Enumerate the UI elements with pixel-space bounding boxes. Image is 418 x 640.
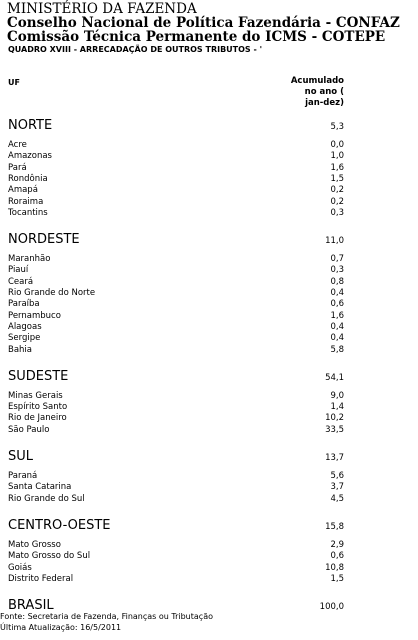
state-name: Amapá (8, 185, 38, 196)
state-row (8, 140, 344, 150)
region-value: 13,7 (325, 453, 344, 463)
state-row (8, 482, 344, 492)
state-name: Paraná (8, 471, 38, 481)
state-name: Alagoas (8, 321, 42, 332)
state-value: 1,6 (330, 310, 344, 321)
state-row (8, 471, 344, 481)
region-value: 5,3 (330, 122, 344, 132)
state-name: Espírito Santo (8, 402, 68, 413)
state-name: Mato Grosso (8, 539, 61, 550)
commission-title: Comissão Técnica Permanente do ICMS - COTEPE (7, 29, 386, 45)
state-row (8, 322, 344, 332)
state-name: Paraíba (8, 299, 40, 310)
region-value: 11,0 (325, 236, 344, 247)
state-value: 10,8 (325, 562, 344, 573)
state-name: Rio Grande do Sul (8, 493, 85, 504)
region-name: NORTE (8, 118, 53, 133)
state-value: 0,4 (330, 333, 344, 344)
state-row (8, 311, 344, 321)
state-value: 0,2 (330, 185, 344, 196)
state-name: Bahia (8, 344, 32, 355)
region-value: 100,0 (319, 602, 344, 613)
state-value: 0,4 (330, 288, 344, 298)
state-name: Santa Catarina (8, 482, 72, 493)
state-row (8, 151, 344, 161)
state-row (8, 197, 344, 207)
col-header-line2: no ano ( (304, 87, 344, 97)
state-name: Rio de Janeiro (8, 413, 67, 424)
state-row (8, 254, 344, 264)
state-row (8, 425, 344, 435)
state-name: Pernambuco (8, 310, 61, 321)
region-name: SUL (8, 449, 34, 464)
state-row (8, 299, 344, 309)
region-row (8, 370, 344, 385)
state-name: Roraima (8, 196, 44, 207)
state-row (8, 277, 344, 287)
state-value: 1,4 (330, 402, 344, 413)
state-value: 9,0 (330, 390, 344, 401)
state-name: Amazonas (8, 151, 52, 162)
state-row (8, 163, 344, 173)
state-name: Minas Gerais (8, 390, 63, 401)
state-value: 33,5 (325, 424, 344, 435)
state-name: Ceará (8, 276, 34, 287)
region-name: SUDESTE (8, 368, 69, 384)
state-row (8, 494, 344, 504)
region-name: BRASIL (8, 598, 54, 614)
state-row (8, 345, 344, 355)
state-row (8, 333, 344, 343)
uf-column-header: UF (8, 78, 20, 87)
state-value: 0,0 (330, 140, 344, 150)
state-row (8, 402, 344, 412)
last-update-note: Última Atualização: 16/5/2011 (0, 623, 122, 632)
region-row (8, 450, 344, 465)
state-row (8, 563, 344, 573)
state-name: Rio Grande do Norte (8, 288, 96, 298)
state-value: 0,4 (330, 321, 344, 332)
state-row (8, 288, 344, 298)
state-name: Sergipe (8, 333, 41, 344)
ministry-title: MINISTÉRIO DA FAZENDA (7, 1, 197, 17)
state-row (8, 185, 344, 195)
state-row (8, 413, 344, 423)
quadro-title: QUADRO XVIII - ARRECADAÇÃO DE OUTROS TRIBUTOS - ' (8, 45, 263, 54)
col-header-line1: Acumulado (290, 76, 344, 86)
state-value: 0,2 (330, 196, 344, 207)
state-name: Mato Grosso do Sul (8, 551, 91, 562)
council-title: Conselho Nacional de Política Fazendária - CONFAZ (7, 15, 400, 31)
state-value: 4,5 (330, 493, 344, 504)
state-row (8, 391, 344, 401)
state-name: Piauí (8, 265, 29, 276)
state-value: 0,3 (330, 265, 344, 276)
state-name: Rondônia (8, 173, 48, 184)
accumulated-column-header (276, 76, 344, 109)
state-value: 5,8 (330, 344, 344, 355)
col-header-line3: jan-dez) (305, 98, 344, 108)
state-row (8, 551, 344, 561)
region-name: NORDESTE (8, 232, 80, 248)
state-value: 5,6 (330, 471, 344, 481)
state-row (8, 174, 344, 184)
state-name: Acre (8, 140, 27, 150)
state-name: Distrito Federal (8, 573, 74, 584)
state-row (8, 208, 344, 218)
state-name: São Paulo (8, 424, 50, 435)
state-value: 1,5 (330, 573, 344, 584)
state-name: Maranhão (8, 254, 51, 265)
region-name: CENTRO-OESTE (8, 517, 111, 533)
state-value: 0,8 (330, 276, 344, 287)
state-value: 1,5 (330, 173, 344, 184)
state-row (8, 574, 344, 584)
state-value: 2,9 (330, 539, 344, 550)
state-value: 0,6 (330, 551, 344, 562)
state-value: 10,2 (325, 413, 344, 424)
state-value: 3,7 (330, 482, 344, 493)
state-value: 0,3 (330, 207, 344, 218)
state-name: Tocantins (8, 207, 48, 218)
document-header (0, 2, 400, 55)
region-value: 54,1 (325, 372, 344, 383)
source-note: Fonte: Secretaria de Fazenda, Finanças ou Tributação (0, 612, 213, 621)
state-name: Pará (8, 162, 27, 173)
region-row (8, 519, 344, 534)
state-value: 0,6 (330, 299, 344, 310)
state-row (8, 265, 344, 275)
region-row (8, 119, 344, 134)
region-row (8, 233, 344, 248)
state-name: Goiás (8, 562, 32, 573)
state-value: 1,0 (330, 151, 344, 162)
state-value: 0,7 (330, 254, 344, 265)
region-value: 15,8 (325, 521, 344, 532)
state-row (8, 540, 344, 550)
state-value: 1,6 (330, 162, 344, 173)
